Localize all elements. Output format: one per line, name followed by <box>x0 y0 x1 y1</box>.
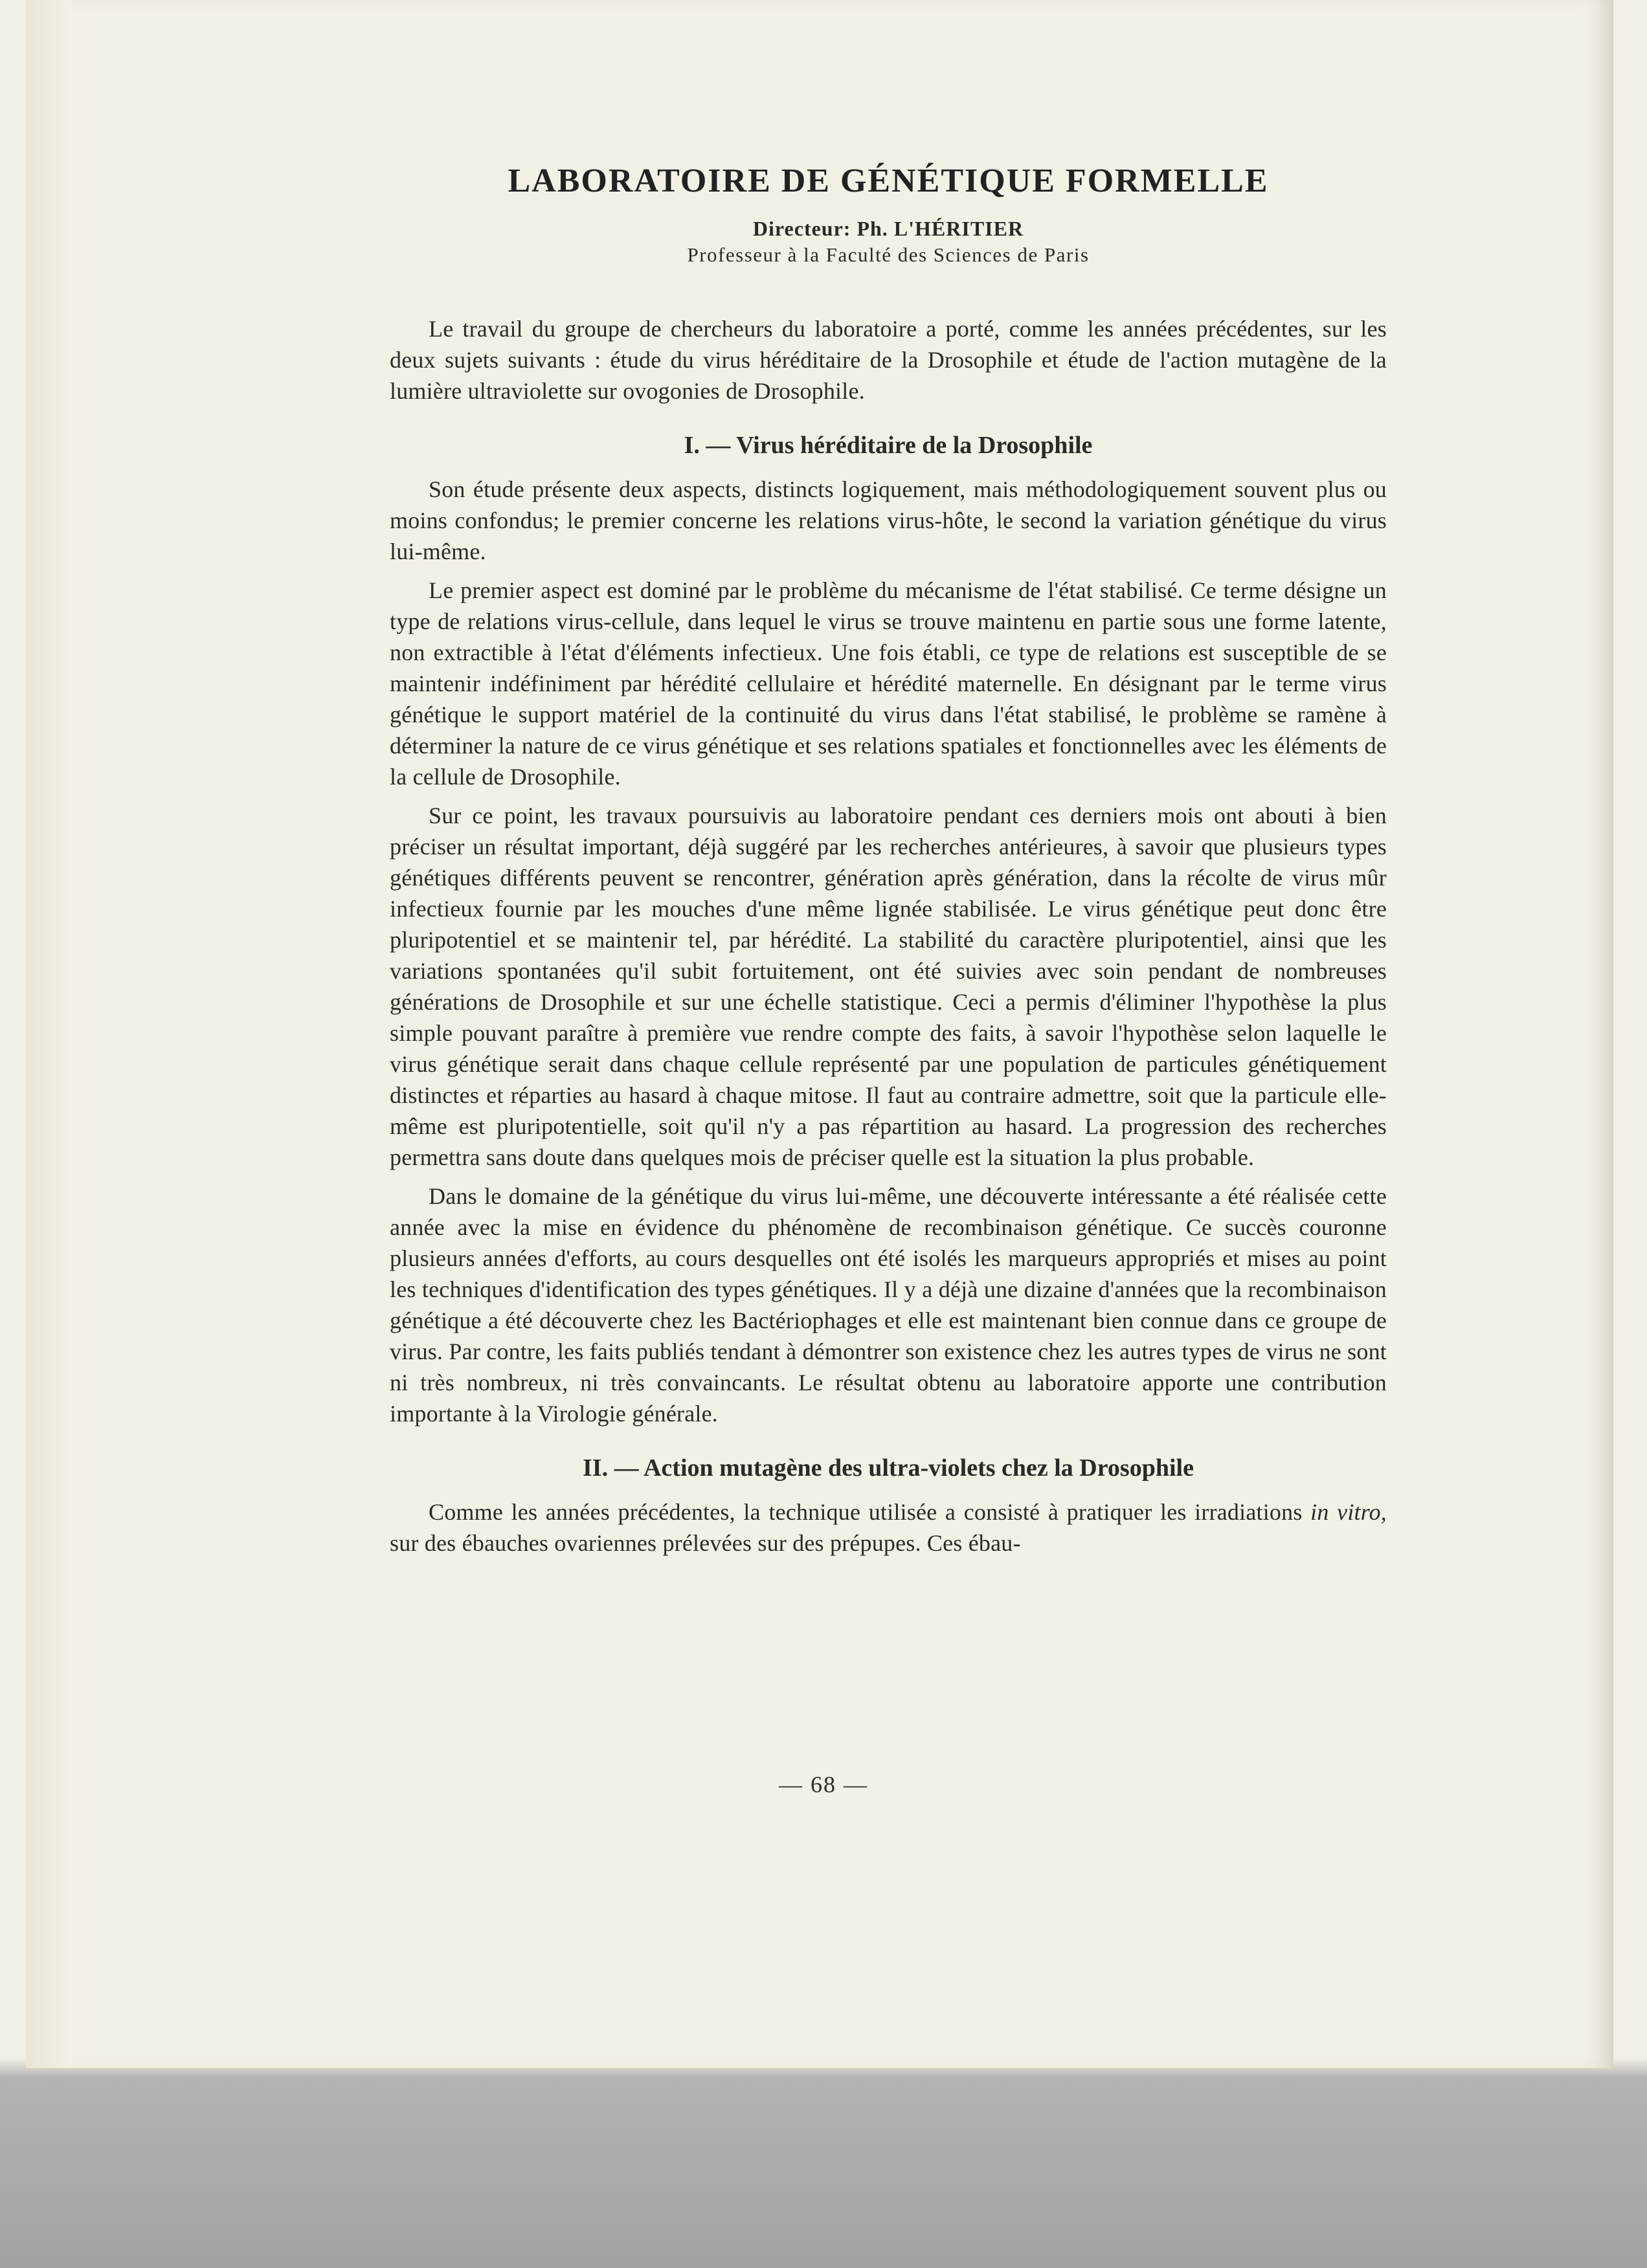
section-1-body <box>390 474 1387 1429</box>
paragraph: Sur ce point, les travaux poursuivis au laboratoire pendant ces derniers mois ont abouti à bien préciser un résultat important, déjà suggéré par les recherches antérieures, à savoir que plusieurs types génétiques différents peuvent se rencontrer, génération après génération, dans la récolte de virus mûr infectieux fournie par les mouches d'une même lignée stabilisée. Le virus génétique peut donc être pluripotentiel et se maintenir tel, par hérédité. La stabilité du caractère pluripotentiel, ainsi que les variations spontanées qu'il subit fortuitement, ont été suivies avec soin pendant de nombreuses générations de Drosophile et sur une échelle statistique. Ceci a permis d'éliminer l'hypothèse la plus simple pouvant paraître à première vue rendre compte des faits, à savoir l'hypothèse selon laquelle le virus génétique serait dans chaque cellule représenté par une population de particules génétiquement distinctes et réparties au hasard à chaque mitose. Il faut au contraire admettre, soit que la particule elle-même est pluripotentielle, soit qu'il n'y a pas répartition au hasard. La progression des recherches permettra sans doute dans quelques mois de préciser quelle est la situation la plus probable. <box>390 803 1387 1170</box>
page-number: — 68 — <box>779 1772 868 1797</box>
page-fold-shadow <box>26 0 71 2068</box>
intro-paragraph: Le travail du groupe de chercheurs du laboratoire a porté, comme les années précédentes, sur les deux sujets suivants : étude du virus héréditaire de la Drosophile et étude de l'action mutagène de la lumière ultraviolette sur ovogonies de Drosophile. <box>390 316 1387 404</box>
affiliation-line: Professeur à la Faculté des Sciences de Paris <box>687 243 1090 266</box>
paragraph: Son étude présente deux aspects, distincts logiquement, mais méthodologiquement souvent plus ou moins confondus; le premier concerne les relations virus-hôte, le second la variation génétique du virus lui-même. <box>390 476 1387 564</box>
paragraph: Le premier aspect est dominé par le problème du mécanisme de l'état stabilisé. Ce terme désigne un type de relations virus-cellule, dans lequel le virus se trouve maintenu en partie sous une forme latente, non extractible à l'état d'éléments infectieux. Une fois établi, ce type de relations est susceptible de se maintenir indéfiniment par hérédité cellulaire et hérédité maternelle. En désignant par le terme virus génétique le support matériel de la continuité du virus dans l'état stabilisé, le problème se ramène à déterminer la nature de ce virus génétique et ses relations spatiales et fonctionnelles avec les éléments de la cellule de Drosophile. <box>390 577 1387 790</box>
paragraph-italic-text: in vitro, <box>1310 1499 1387 1525</box>
section-heading-2: II. — Action mutagène des ultra-violets chez la Drosophile <box>583 1454 1194 1482</box>
intro-block <box>390 313 1387 406</box>
paragraph-text: sur des ébauches ovariennes prélevées sur des prépupes. Ces ébau- <box>390 1530 1021 1556</box>
paragraph: Dans le domaine de la génétique du virus lui-même, une découverte intéressante a été réalisée cette année avec la mise en évidence du phénomène de recombinaison génétique. Ce succès couronne plusieurs années d'efforts, au cours desquelles ont été isolés les marqueurs appropriés et mises au point les techniques d'identification des types génétiques. Il y a déjà une dizaine d'années que la recombinaison génétique a été découverte chez les Bactériophages et elle est maintenant bien connue dans ce groupe de virus. Par contre, les faits publiés tendant à démontrer son existence chez les autres types de virus ne sont ni très nombreux, ni très convaincants. Le résultat obtenu au laboratoire apporte une contribution importante à la Virologie générale. <box>390 1183 1387 1427</box>
director-line: Directeur: Ph. L'HÉRITIER <box>752 217 1024 240</box>
page-content <box>390 162 1387 1559</box>
paragraph <box>390 1496 1387 1559</box>
section-heading-1: I. — Virus héréditaire de la Drosophile <box>684 432 1093 459</box>
section-2-body <box>390 1496 1387 1559</box>
lab-title: LABORATOIRE DE GÉNÉTIQUE FORMELLE <box>508 162 1269 199</box>
paragraph-text: Comme les années précédentes, la technique utilisée a consisté à pratiquer les irradiations <box>429 1499 1311 1525</box>
